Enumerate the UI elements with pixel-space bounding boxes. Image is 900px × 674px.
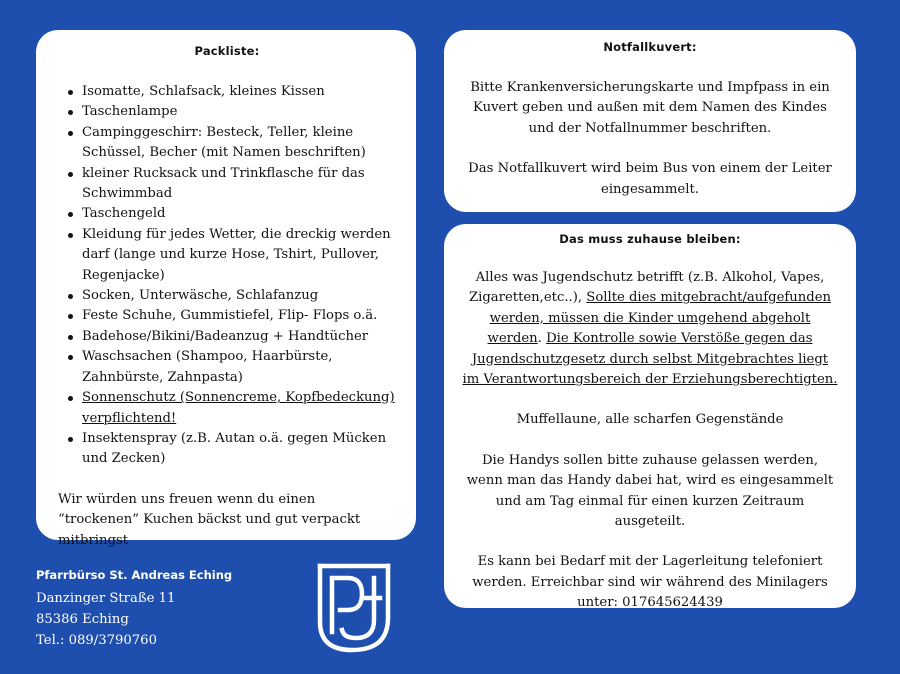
address-block	[36, 568, 232, 651]
zuhause-card	[444, 224, 856, 611]
list-item: Campinggeschirr: Besteck, Teller, kleine Schüssel, Becher (mit Namen beschriften)	[82, 123, 396, 164]
list-item: Waschsachen (Shampoo, Haarbürste, Zahnbürste, Zahnpasta)	[82, 347, 396, 388]
address-phone: Tel.: 089/3790760	[36, 633, 157, 648]
notfallkuvert-card	[444, 30, 856, 212]
zuhause-text-1-underlined-2: Die Kontrolle sowie Verstöße gegen das Jugendschutzgesetz durch selbst Mitgebrachtes liegt im Verantwortungsbereich der Erziehungsberechtigten.	[462, 331, 838, 388]
list-item-sunscreen: Sonnenschutz (Sonnencreme, Kopfbedeckung) verpflichtend!	[82, 388, 396, 429]
list-item: Kleidung für jedes Wetter, die dreckig werden darf (lange und kurze Hose, Tshirt, Pullover, Regenjacke)	[82, 225, 396, 286]
packliste-card	[36, 30, 416, 548]
zuhause-text-4: Es kann bei Bedarf mit der Lagerleitung telefoniert werden. Erreichbar sind wir während des Minilagers unter: 017645624439	[472, 554, 828, 611]
address-city: 85386 Eching	[36, 612, 129, 627]
list-item: Feste Schuhe, Gummistiefel, Flip- Flops o.ä.	[82, 306, 396, 326]
packliste-closing: Wir würden uns freuen wenn du einen “trockenen” Kuchen bäckst und gut verpackt mitbringst	[58, 491, 361, 548]
zuhause-text-2: Muffellaune, alle scharfen Gegenstände	[516, 412, 784, 428]
list-item: Taschengeld	[82, 204, 396, 224]
list-item: Insektenspray (z.B. Autan o.ä. gegen Mücken und Zecken)	[82, 429, 396, 470]
list-item: Badehose/Bikini/Badeanzug + Handtücher	[82, 327, 396, 347]
zuhause-text-3: Die Handys sollen bitte zuhause gelassen werden, wenn man das Handy dabei hat, wird es eingesammelt und am Tag einmal für einen kurzen Zeitraum ausgeteilt.	[466, 452, 834, 530]
packliste-title: Packliste:	[194, 44, 260, 58]
zuhause-text-1-plain: Alles was Jugendschutz betrifft (z.B. Alkohol, Vapes, Zigaretten,etc..),	[468, 270, 825, 306]
pj-logo-icon	[316, 560, 394, 656]
notfallkuvert-text-2: Das Notfallkuvert wird beim Bus von einem der Leiter eingesammelt.	[468, 161, 832, 197]
address-street: Danzinger Straße 11	[36, 591, 176, 606]
list-item: kleiner Rucksack und Trinkflasche für das Schwimmbad	[82, 164, 396, 205]
list-item: Socken, Unterwäsche, Schlafanzug	[82, 286, 396, 306]
address-org: Pfarrbürso St. Andreas Eching	[36, 568, 233, 582]
list-item: Taschenlampe	[82, 102, 396, 122]
zuhause-text-1	[462, 268, 838, 390]
notfallkuvert-text-1: Bitte Krankenversicherungskarte und Impfpass in ein Kuvert geben und außen mit dem Namen des Kindes und der Notfallnummer beschriften.	[470, 80, 830, 136]
zuhause-text-1-dot: .	[537, 331, 542, 347]
zuhause-text-1-underlined: Sollte dies mitgebracht/aufgefunden werden, müssen die Kinder umgehend abgeholt werden	[487, 290, 831, 347]
packliste-list	[58, 82, 396, 470]
zuhause-title: Das muss zuhause bleiben:	[559, 232, 741, 246]
notfallkuvert-title: Notfallkuvert:	[603, 40, 697, 54]
list-item: Isomatte, Schlafsack, kleines Kissen	[82, 82, 396, 102]
